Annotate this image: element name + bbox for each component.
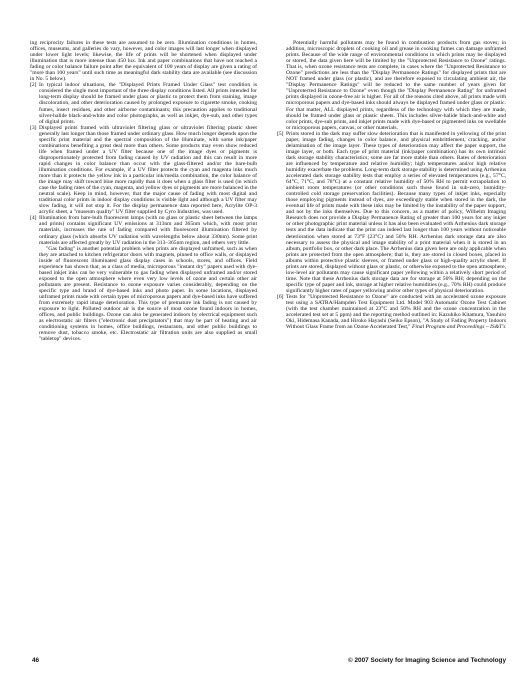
gas-fading-paragraph: "Gas fading" is another potential problem when prints are displayed unframed, such as when they are attached to kitchen refrigerator doors with magnets, pinned to office walls, or displayed inside of fluorescent illuminated glass display cases in schools, stores, and offices. Field experience has shown that, as a class of media, microporous "instant dry" papers used with dye-based inkjet inks can be very vulnerable to gas fading when displayed unframed and/or stored exposed to the open atmosphere where even very low levels of ozone and certain other air pollutants are present. Resistance to ozone exposure varies considerably, depending on the specific type and brand of dye-based inks and photo paper. In some locations, displayed unframed prints made with certain types of microporous papers and dye-based inks have suffered from extremely rapid image deterioration. This type of premature ink fading is not caused by exposure to light. Polluted outdoor air is the source of most ozone found indoors in homes, offices, and public buildings. Ozone can also be generated indoors by electrical equipment such as electrostatic air filters ("electronic dust precipitators") that may be part of heating and air conditioning systems in homes, office buildings, restaurants, and other public buildings to remove dust, tobacco smoke, etc. Electrostatic air filtration units are also supplied as small "tabletop" devices. <box>39 245 257 343</box>
note-5 <box>277 131 506 294</box>
note-4-continuation <box>30 246 257 343</box>
note-3 <box>30 125 257 216</box>
copyright-notice: © 2007 Society for Imaging Science and Technology <box>347 657 506 664</box>
note-4-continuation-right <box>277 40 506 131</box>
note-text: Prints stored in the dark may suffer slow deterioration that is manifested in yellowing of the print paper, image fading, changes in color balance, and physical embrittlement, cracking, and/or delamination of the image layer. These types of deterioration may affect the paper support, the image layer, or both. Each type of print material (ink/paper combination) has its own intrinsic dark storage stability characteristics; some are far more stable than others. Rates of deterioration are influenced by temperature and relative humidity; high temperatures and/or high relative humidity exacerbate the problems. Long-term dark storage stability is determined using Arrhenius accelerated dark storage stability tests that employ a series of elevated temperatures (e.g., 57°C, 64°C, 71°C, and 78°C) at a constant relative humidity of 50% RH to permit extrapolation to ambient room temperatures (or other conditions such those found in sub-zero, humidity-controlled cold storage preservation facilities). Because many types of inkjet inks, especially those employing pigments instead of dyes, are exceedingly stable when stored in the dark, the eventual life of prints made with these inks may be limited by the instability of the paper support, and not by the inks themselves. Due to this concern, as a matter of policy, Wilhelm Imaging Research does not provide a Display Permanence Rating of greater than 100 years for any inkjet or other photographic print material unless it has also been evaluated with Arrhenius dark storage tests and the data indicate that the print can indeed last longer than 100 years without noticeable deterioration when stored at 73°F (23°C) and 50% RH. Arrhenius dark storage data are also necessary to assess the physical and image stability of a print material when it is stored in an album, portfolio box, or other dark place. The Arrhenius data given here are only applicable when prints are protected from the open atmosphere; that is, they are stored in closed boxes, placed in albums within protective plastic sleeves, or framed under glass or high-quality acrylic sheet. If prints are stored, displayed without glass or plastic, or otherwise exposed to the open atmosphere, low-level air pollutants may cause significant paper yellowing within a relatively short period of time. Note that these Arrhenius dark storage data are for storage at 50% RH; depending on the specific type of paper and ink, storage at higher relative humidities (e.g., 70% RH) could produce significantly higher rates of paper yellowing and/or other types of physical deterioration. <box>286 130 506 294</box>
note-text: Displayed prints framed with ultraviolet filtering glass or ultraviolet filtering plastic sheet generally last longer than those framed under ordinary glass. How much longer depends upon the specific print material and the spectral composition of the illuminate, with some ink/paper combinations benefiting a great deal more than others. Some products may even show reduced life when framed under a UV filter because one of the image dyes or pigments is disproportionately protected from fading caused by UV radiation and this can result in more rapid changes in color balance than occur with the glass-filtered and/or the bare-bulb illumination conditions. For example, if a UV filter protects the cyan and magenta inks much more than it protects the yellow ink in a particular ink/media combination, the color balance of the image may shift toward blue more rapidly than it does when a glass filter is used (in which case the fading rates of the cyan, magenta, and yellow dyes or pigments are more balanced in the neutral scale). Keep in mind, however, that the major cause of fading with most digital and traditional color prints in indoor display conditions is visible light and although a UV filter may slow fading, it will not stop it. For the display permanence data reported here, Acrylite OP-3 acrylic sheet, a "museum quality" UV filter supplied by Cyro Industries, was used. <box>39 124 257 216</box>
left-intro-paragraph: ing reciprocity failures in these tests are assumed to be zero. Illumination conditions in homes, offices, museums, and galleries do vary, however, and color images will last longer when displayed under lower light levels; likewise, the life of prints will be shortened when displayed under illumination that is more intense than 450 lux. Ink and paper combinations that have not reached a fading or color balance failure point after the equivalent of 100 years of display are given a rating of "more than 100 years" until such time as meaningful dark stability data are available (see discussion in No. 5 below). <box>30 40 257 83</box>
note-text <box>286 294 506 330</box>
note-number: [6] <box>277 293 284 300</box>
note-text: In typical indoor situations, the "Displayed Prints Framed Under Glass" test condition is considered the single most important of the three display conditions listed. All prints intended for long-term display should be framed under glass or plastic to protect them from staining, image discoloration, and other deterioration caused by prolonged exposure to cigarette smoke, cooking fumes, insect residues, and other airborne contaminants; this precaution applies to traditional silver-halide black-and-white and color photographs, as well as inkjet, dye-sub, and other types of digital prints. <box>39 82 257 125</box>
page-number: 46 <box>32 657 40 664</box>
note-number: [3] <box>30 124 37 131</box>
right-intro-paragraph: Potentially harmful pollutants may be found in combustion products from gas stoves; in addition, microscopic droplets of cooking oil and grease in cooking fumes can damage unframed prints. Because of the wide range of environmental conditions in which prints may be displayed or stored, the data given here will be limited by the "Unprotected Resistance to Ozone" ratings. That is, when ozone resistance tests are complete, in cases where the "Unprotected Resistance to Ozone" predictions are less than the "Display Permanence Ratings" for displayed prints that are NOT framed under glass (or plastic), and are therefore exposed to circulating ambient air, the "Display Permanence Ratings" will be reduced to the same number of years given for "Unprotected Resistance to Ozone" even though the "Display Permanence Rating" for unframed prints displayed in ozone-free air is higher. For all of the reasons cited above, all prints made with microporous papers and dye-based inks should always be displayed framed under glass or plastic. For that matter, ALL displayed prints, regardless of the technology with which they are made, should be framed under glass or plastic sheets. This includes silver-halide black-and-white and color prints, dye-sub prints, and inkjet prints made with dye-based or pigmented inks on swellable or microporous papers, canvas, or other materials. <box>286 40 506 131</box>
note-6 <box>277 294 506 330</box>
note-number: [2] <box>30 82 37 89</box>
reference-title: Final Program and Proceedings – IS&T's <box>412 324 506 331</box>
note-number: [4] <box>30 215 37 222</box>
right-column <box>277 40 506 330</box>
note-2 <box>30 82 257 124</box>
note-6-body: Tests for "Unprotected Resistance to Ozone" are conducted with an accelerated ozone exposure test using a SATRA/Hampden Test Equipment Ltd. Model 903 Automatic Ozone Test Cabinet (with the test chamber maintained at 23°C and 50% RH and the ozone concentration in the accelerated test set at 5 ppm) and the reporting method outlined in: Kazuhiko Kitamura, Yasuhiro Oki, Hidemasa Kanada, and Hiroko Hayashi (Seiko Epson), "A Study of Fading Property Indoors Without Glass Frame from an Ozone Accelerated Test," <box>286 293 506 331</box>
left-column <box>30 40 257 342</box>
note-text: Illumination from bare-bulb fluorescent lamps (with no glass or plastic sheet between the lamps and prints) contains significant UV emissions at 313nm and 365nm which, with most print materials, increases the rate of fading compared with fluorescent illumination filtered by ordinary glass (which absorbs UV radiation with wavelengths below about 330nm). Some print materials are affected greatly by UV radiation in the 313–365nm region, and others very little. <box>39 215 257 246</box>
note-4 <box>30 215 257 245</box>
note-number: [5] <box>277 130 284 137</box>
